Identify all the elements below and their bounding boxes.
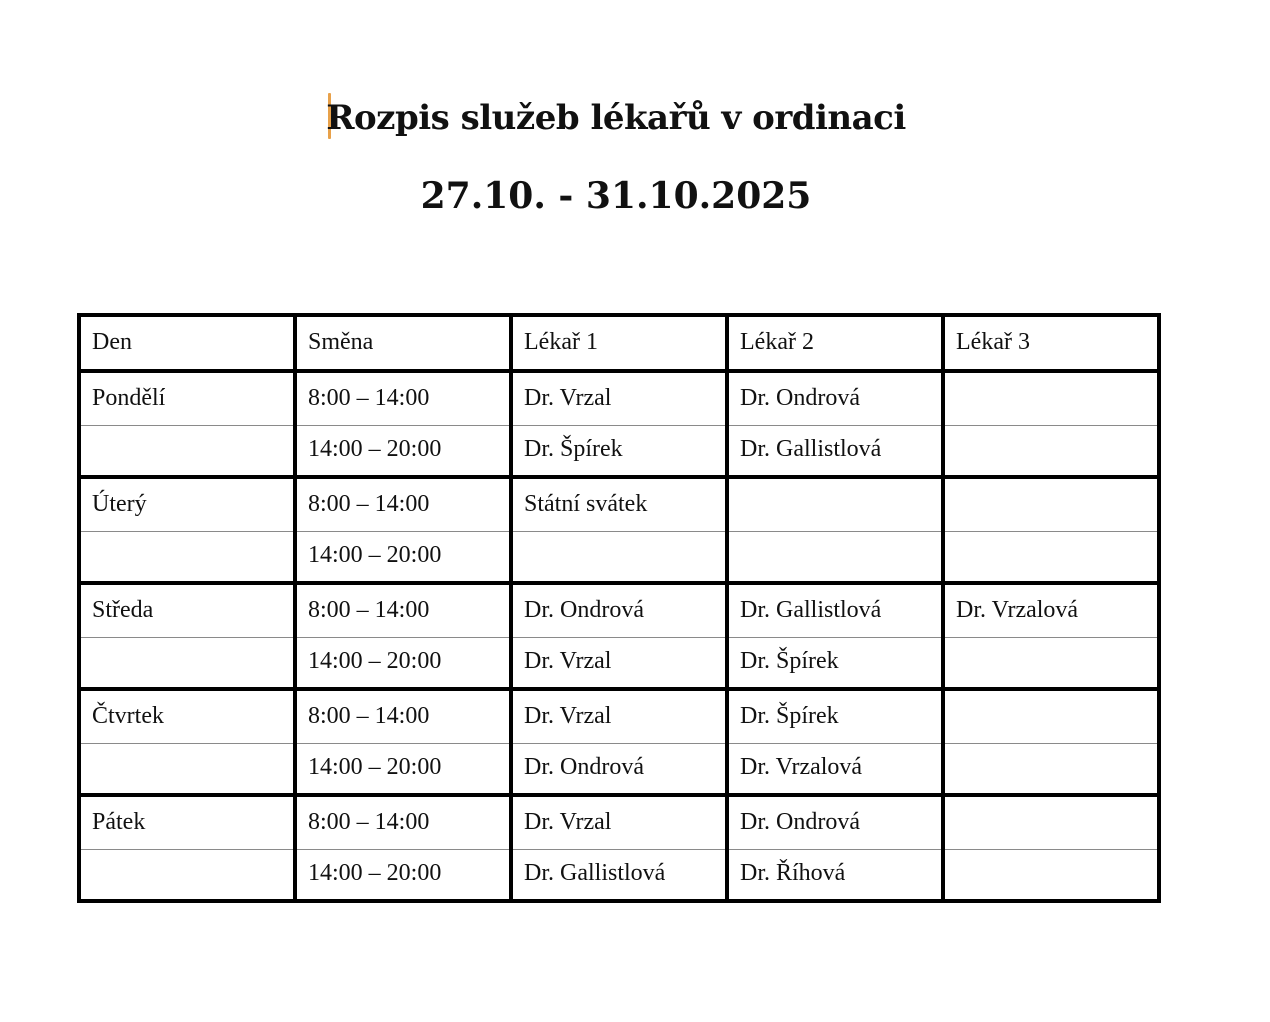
shift-cell[interactable]: 8:00 – 14:00 (295, 689, 511, 743)
doctor-2-cell[interactable]: Dr. Ondrová (727, 795, 943, 849)
doctor-3-cell[interactable] (943, 849, 1159, 901)
table-row (79, 637, 1159, 689)
table-row (79, 849, 1159, 901)
day-cell[interactable]: Středa (79, 583, 295, 637)
day-cell[interactable] (79, 743, 295, 795)
header-doctor-2[interactable]: Lékař 2 (727, 315, 943, 371)
day-cell[interactable] (79, 425, 295, 477)
doctor-2-cell[interactable]: Dr. Špírek (727, 637, 943, 689)
table-row (79, 371, 1159, 425)
table-row (79, 531, 1159, 583)
doctor-1-cell[interactable]: Dr. Gallistlová (511, 849, 727, 901)
doctor-2-cell[interactable] (727, 477, 943, 531)
table-row (79, 583, 1159, 637)
shift-cell[interactable]: 14:00 – 20:00 (295, 531, 511, 583)
shift-cell[interactable]: 8:00 – 14:00 (295, 371, 511, 425)
doctor-1-cell[interactable]: Dr. Špírek (511, 425, 727, 477)
doctor-2-cell[interactable]: Dr. Říhová (727, 849, 943, 901)
table-row (79, 795, 1159, 849)
table-header-row (79, 315, 1159, 371)
doctor-3-cell[interactable] (943, 425, 1159, 477)
day-cell[interactable]: Pondělí (79, 371, 295, 425)
doctor-1-cell[interactable]: Dr. Vrzal (511, 637, 727, 689)
doctor-2-cell[interactable]: Dr. Gallistlová (727, 583, 943, 637)
doctor-3-cell[interactable] (943, 795, 1159, 849)
doctor-3-cell[interactable] (943, 477, 1159, 531)
doctor-3-cell[interactable] (943, 689, 1159, 743)
table-row (79, 689, 1159, 743)
doctor-3-cell[interactable]: Dr. Vrzalová (943, 583, 1159, 637)
day-cell[interactable]: Pátek (79, 795, 295, 849)
shift-cell[interactable]: 14:00 – 20:00 (295, 637, 511, 689)
shift-cell[interactable]: 14:00 – 20:00 (295, 743, 511, 795)
schedule-table (77, 313, 1161, 903)
doctor-2-cell[interactable]: Dr. Špírek (727, 689, 943, 743)
schedule-table-container (77, 313, 1157, 903)
shift-cell[interactable]: 14:00 – 20:00 (295, 849, 511, 901)
doctor-1-cell[interactable]: Státní svátek (511, 477, 727, 531)
day-cell[interactable] (79, 849, 295, 901)
date-range-heading[interactable]: 27.10. - 31.10.2025 (420, 175, 812, 217)
table-row (79, 425, 1159, 477)
doctor-2-cell[interactable]: Dr. Vrzalová (727, 743, 943, 795)
shift-cell[interactable]: 14:00 – 20:00 (295, 425, 511, 477)
document-title[interactable]: Rozpis služeb lékařů v ordinaci (326, 98, 906, 138)
doctor-3-cell[interactable] (943, 531, 1159, 583)
doctor-1-cell[interactable]: Dr. Vrzal (511, 689, 727, 743)
day-cell[interactable]: Úterý (79, 477, 295, 531)
day-cell[interactable]: Čtvrtek (79, 689, 295, 743)
header-doctor-1[interactable]: Lékař 1 (511, 315, 727, 371)
header-doctor-3[interactable]: Lékař 3 (943, 315, 1159, 371)
day-cell[interactable] (79, 637, 295, 689)
doctor-2-cell[interactable]: Dr. Ondrová (727, 371, 943, 425)
doctor-2-cell[interactable]: Dr. Gallistlová (727, 425, 943, 477)
shift-cell[interactable]: 8:00 – 14:00 (295, 583, 511, 637)
header-day[interactable]: Den (79, 315, 295, 371)
doctor-1-cell[interactable]: Dr. Ondrová (511, 743, 727, 795)
doctor-1-cell[interactable]: Dr. Vrzal (511, 795, 727, 849)
table-row (79, 477, 1159, 531)
doctor-2-cell[interactable] (727, 531, 943, 583)
doctor-1-cell[interactable]: Dr. Vrzal (511, 371, 727, 425)
doctor-3-cell[interactable] (943, 743, 1159, 795)
shift-cell[interactable]: 8:00 – 14:00 (295, 795, 511, 849)
table-row (79, 743, 1159, 795)
doctor-1-cell[interactable] (511, 531, 727, 583)
doctor-3-cell[interactable] (943, 637, 1159, 689)
day-cell[interactable] (79, 531, 295, 583)
shift-cell[interactable]: 8:00 – 14:00 (295, 477, 511, 531)
header-shift[interactable]: Směna (295, 315, 511, 371)
doctor-1-cell[interactable]: Dr. Ondrová (511, 583, 727, 637)
doctor-3-cell[interactable] (943, 371, 1159, 425)
